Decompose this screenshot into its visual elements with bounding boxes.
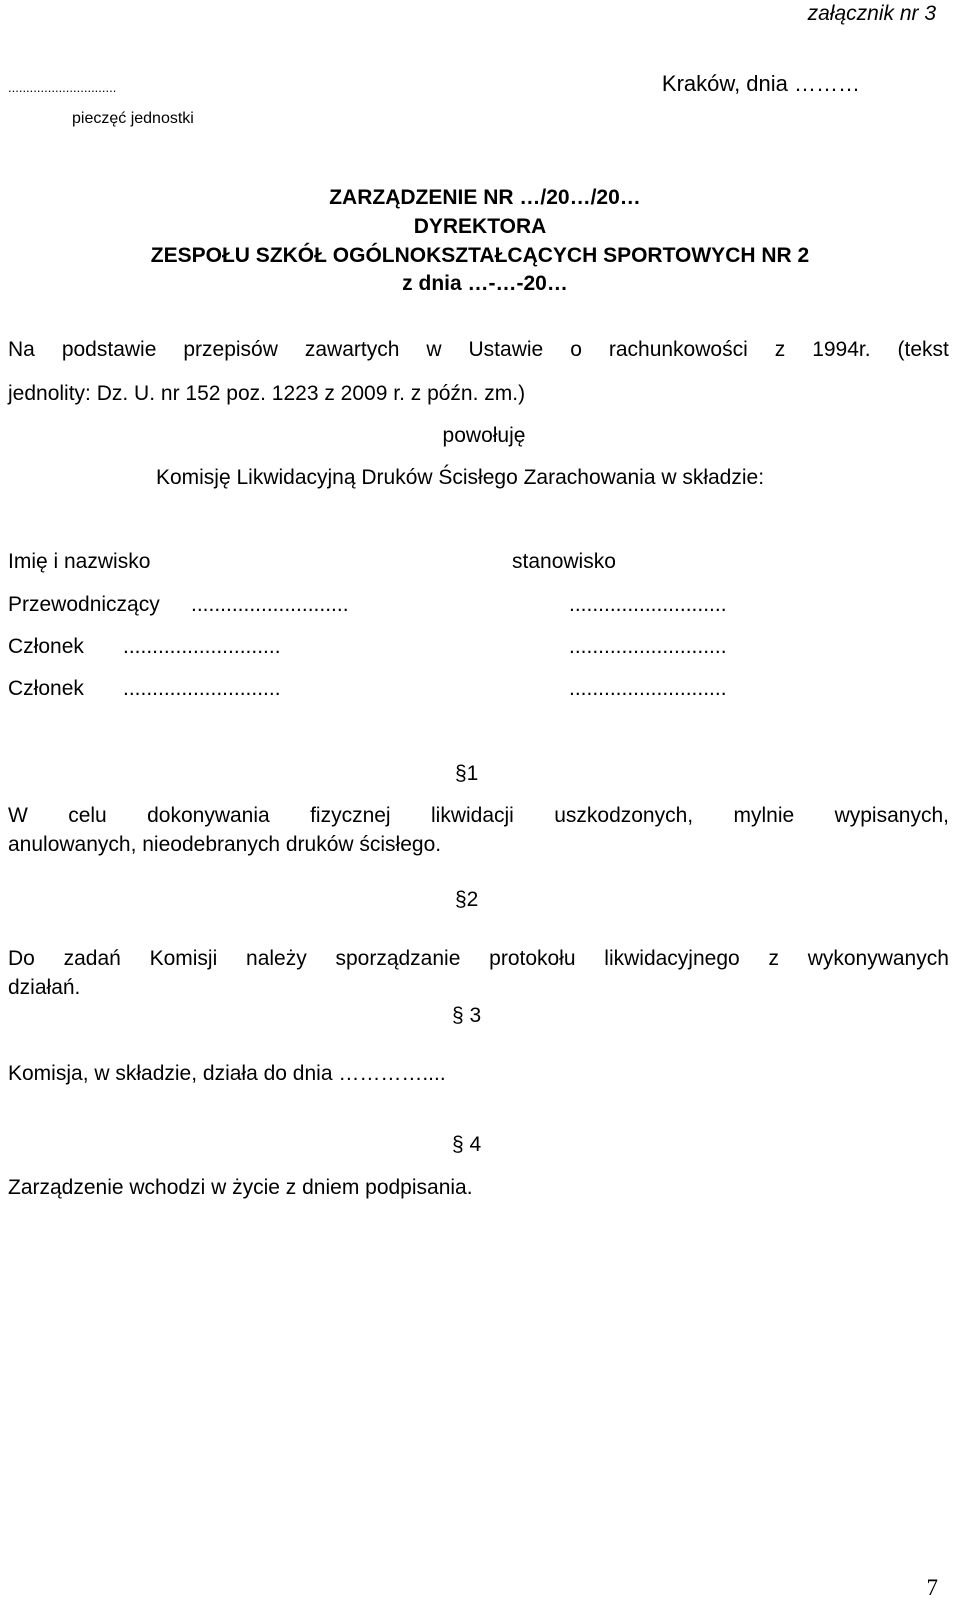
member-name-dots: ...........................	[191, 593, 349, 616]
word: likwidacyjnego	[604, 947, 740, 970]
member-name-dots: ...........................	[123, 635, 281, 658]
director-heading: DYREKTORA	[413, 215, 547, 238]
member-label: Członek	[8, 635, 84, 658]
word: wypisanych,	[834, 804, 949, 827]
school-name: ZESPOŁU SZKÓŁ OGÓLNOKSZTAŁCĄCYCH SPORTOWYCH NR 2	[150, 244, 810, 267]
section-1-line-1	[8, 804, 949, 828]
intro-line-1	[8, 338, 949, 362]
ordinance-date: z dnia …-…-20…	[402, 272, 568, 295]
intro-line-2: jednolity: Dz. U. nr 152 poz. 1223 z 2009 r. z późn. zm.)	[8, 382, 526, 405]
word: należy	[246, 947, 307, 970]
word: wykonywanych	[807, 947, 949, 970]
section-4-line-1: Zarządzenie wchodzi w życie z dniem podpisania.	[8, 1176, 473, 1199]
section-3-line-1: Komisja, w składzie, działa do dnia …………....	[8, 1062, 446, 1085]
member-position-dots: ...........................	[569, 635, 727, 658]
stamp-placeholder: ..............................	[8, 80, 117, 95]
word: dokonywania	[147, 804, 270, 827]
word: uszkodzonych,	[554, 804, 694, 827]
word: zadań	[63, 947, 121, 970]
word: likwidacji	[430, 804, 514, 827]
word: celu	[68, 804, 107, 827]
word: sporządzanie	[335, 947, 461, 970]
word: zawartych	[304, 338, 400, 361]
member-position-dots: ...........................	[569, 677, 727, 700]
section-mark: § 4	[452, 1133, 482, 1156]
appoint-text: powołuję	[442, 424, 526, 447]
section-2-line-1	[8, 947, 949, 971]
word: fizycznej	[310, 804, 391, 827]
word: podstawie	[61, 338, 157, 361]
word: mylnie	[733, 804, 795, 827]
word: W	[8, 804, 28, 827]
column-position-header: stanowisko	[512, 550, 616, 573]
city-date: Kraków, dnia ………	[661, 71, 860, 96]
ordinance-number: ZARZĄDZENIE NR …/20…/20…	[329, 186, 641, 209]
section-mark: § 3	[452, 1004, 482, 1027]
stamp-label: pieczęć jednostki	[72, 110, 194, 127]
annex-label: załącznik nr 3	[807, 2, 936, 25]
member-position-dots: ...........................	[569, 593, 727, 616]
word: Komisji	[149, 947, 218, 970]
section-1-line-2: anulowanych, nieodebranych druków ścisłego.	[8, 833, 442, 856]
word: o	[570, 338, 582, 361]
word: przepisów	[183, 338, 278, 361]
word: w	[426, 338, 442, 361]
word: z	[768, 947, 779, 970]
word: (tekst	[897, 338, 949, 361]
member-label: Członek	[8, 677, 84, 700]
page-number: 7	[926, 1575, 938, 1600]
word: rachunkowości	[608, 338, 748, 361]
section-2-line-2: działań.	[8, 976, 81, 999]
section-mark: §1	[455, 762, 479, 785]
word: protokołu	[489, 947, 576, 970]
commission-text: Komisję Likwidacyjną Druków Ścisłego Zarachowania w składzie:	[155, 466, 765, 489]
word: Do	[8, 947, 35, 970]
section-mark: §2	[455, 888, 479, 911]
word: Ustawie	[468, 338, 544, 361]
word: Na	[8, 338, 35, 361]
word: 1994r.	[812, 338, 871, 361]
column-name-header: Imię i nazwisko	[8, 550, 151, 573]
word: z	[774, 338, 786, 361]
member-label: Przewodniczący	[8, 593, 160, 616]
member-name-dots: ...........................	[123, 677, 281, 700]
